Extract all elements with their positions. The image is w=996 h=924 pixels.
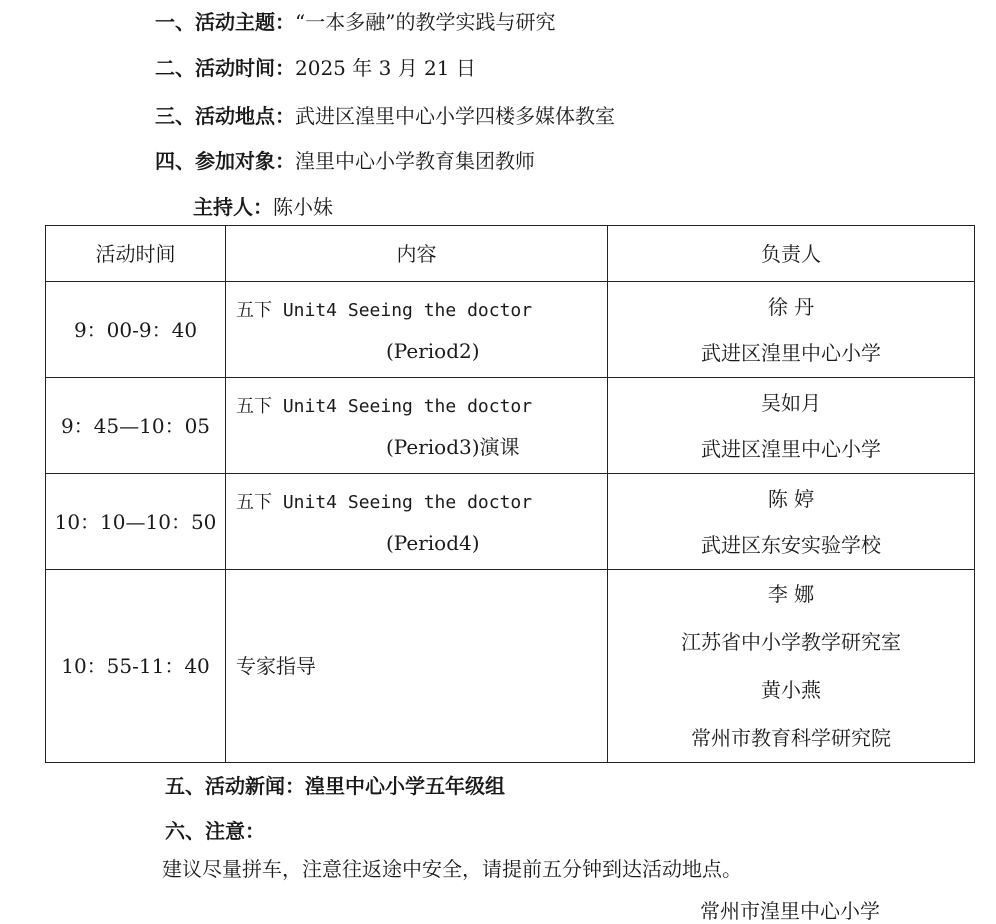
host-line — [193, 194, 333, 220]
header-time: 活动时间 — [46, 226, 226, 282]
person-name: 吴如月 — [761, 390, 821, 415]
row-responsible — [608, 378, 975, 474]
theme-value: “一本多融”的教学实践与研究 — [295, 10, 556, 34]
theme-line — [155, 9, 555, 35]
participants-label: 四、参加对象： — [155, 149, 295, 173]
header-responsible: 负责人 — [608, 226, 975, 282]
notice-heading — [165, 818, 265, 844]
host-value: 陈小妹 — [273, 195, 333, 219]
row-content — [226, 378, 608, 474]
content-period: (Period3)演课 — [386, 434, 520, 459]
row-content — [226, 474, 608, 570]
person-name: 徐 丹 — [767, 294, 815, 319]
row-time: 10：10—10：50 — [46, 474, 226, 570]
person-org: 常州市教育科学研究院 — [691, 726, 891, 750]
time-label: 二、活动时间： — [155, 56, 295, 80]
person-name: 李 娜 — [767, 582, 815, 606]
host-label: 主持人： — [193, 195, 273, 219]
participants-value: 湟里中心小学教育集团教师 — [295, 149, 535, 173]
content-period: (Period2) — [386, 338, 480, 363]
row-responsible — [608, 474, 975, 570]
row-content — [226, 282, 608, 378]
content-title: 五下 Unit4 Seeing the doctor — [236, 299, 533, 321]
row-time: 9：00-9：40 — [46, 282, 226, 378]
participants-line — [155, 148, 535, 174]
location-line — [155, 103, 615, 129]
content-title: 五下 Unit4 Seeing the doctor — [236, 395, 533, 417]
table-row — [46, 474, 975, 570]
news-value: 湟里中心小学五年级组 — [305, 774, 505, 798]
table-row — [46, 282, 975, 378]
theme-label: 一、活动主题： — [155, 10, 295, 34]
notice-text: 建议尽量拼车，注意往返途中安全，请提前五分钟到达活动地点。 — [162, 857, 742, 881]
news-line — [165, 773, 505, 799]
person-name: 黄小燕 — [761, 678, 821, 702]
row-responsible — [608, 570, 975, 763]
table-row — [46, 378, 975, 474]
table-row — [46, 570, 975, 763]
row-responsible — [608, 282, 975, 378]
person-name: 陈 婷 — [767, 486, 815, 511]
person-org: 江苏省中小学教学研究室 — [681, 630, 901, 654]
notice-label: 六、注意： — [165, 819, 265, 843]
location-label: 三、活动地点： — [155, 104, 295, 128]
schedule-table — [45, 225, 975, 763]
row-content: 专家指导 — [226, 570, 608, 763]
time-line — [155, 55, 476, 81]
content-title: 五下 Unit4 Seeing the doctor — [236, 491, 533, 513]
table-header-row — [46, 226, 975, 282]
header-content: 内容 — [226, 226, 608, 282]
person-org: 武进区东安实验学校 — [701, 532, 881, 557]
person-org: 武进区湟里中心小学 — [701, 340, 881, 365]
person-org: 武进区湟里中心小学 — [701, 436, 881, 461]
news-label: 五、活动新闻： — [165, 774, 305, 798]
time-value: 2025 年 3 月 21 日 — [295, 56, 476, 80]
location-value: 武进区湟里中心小学四楼多媒体教室 — [295, 104, 615, 128]
signature: 常州市湟里中心小学 — [700, 899, 880, 923]
row-time: 9：45—10：05 — [46, 378, 226, 474]
row-time: 10：55-11：40 — [46, 570, 226, 763]
content-period: (Period4) — [386, 530, 480, 555]
